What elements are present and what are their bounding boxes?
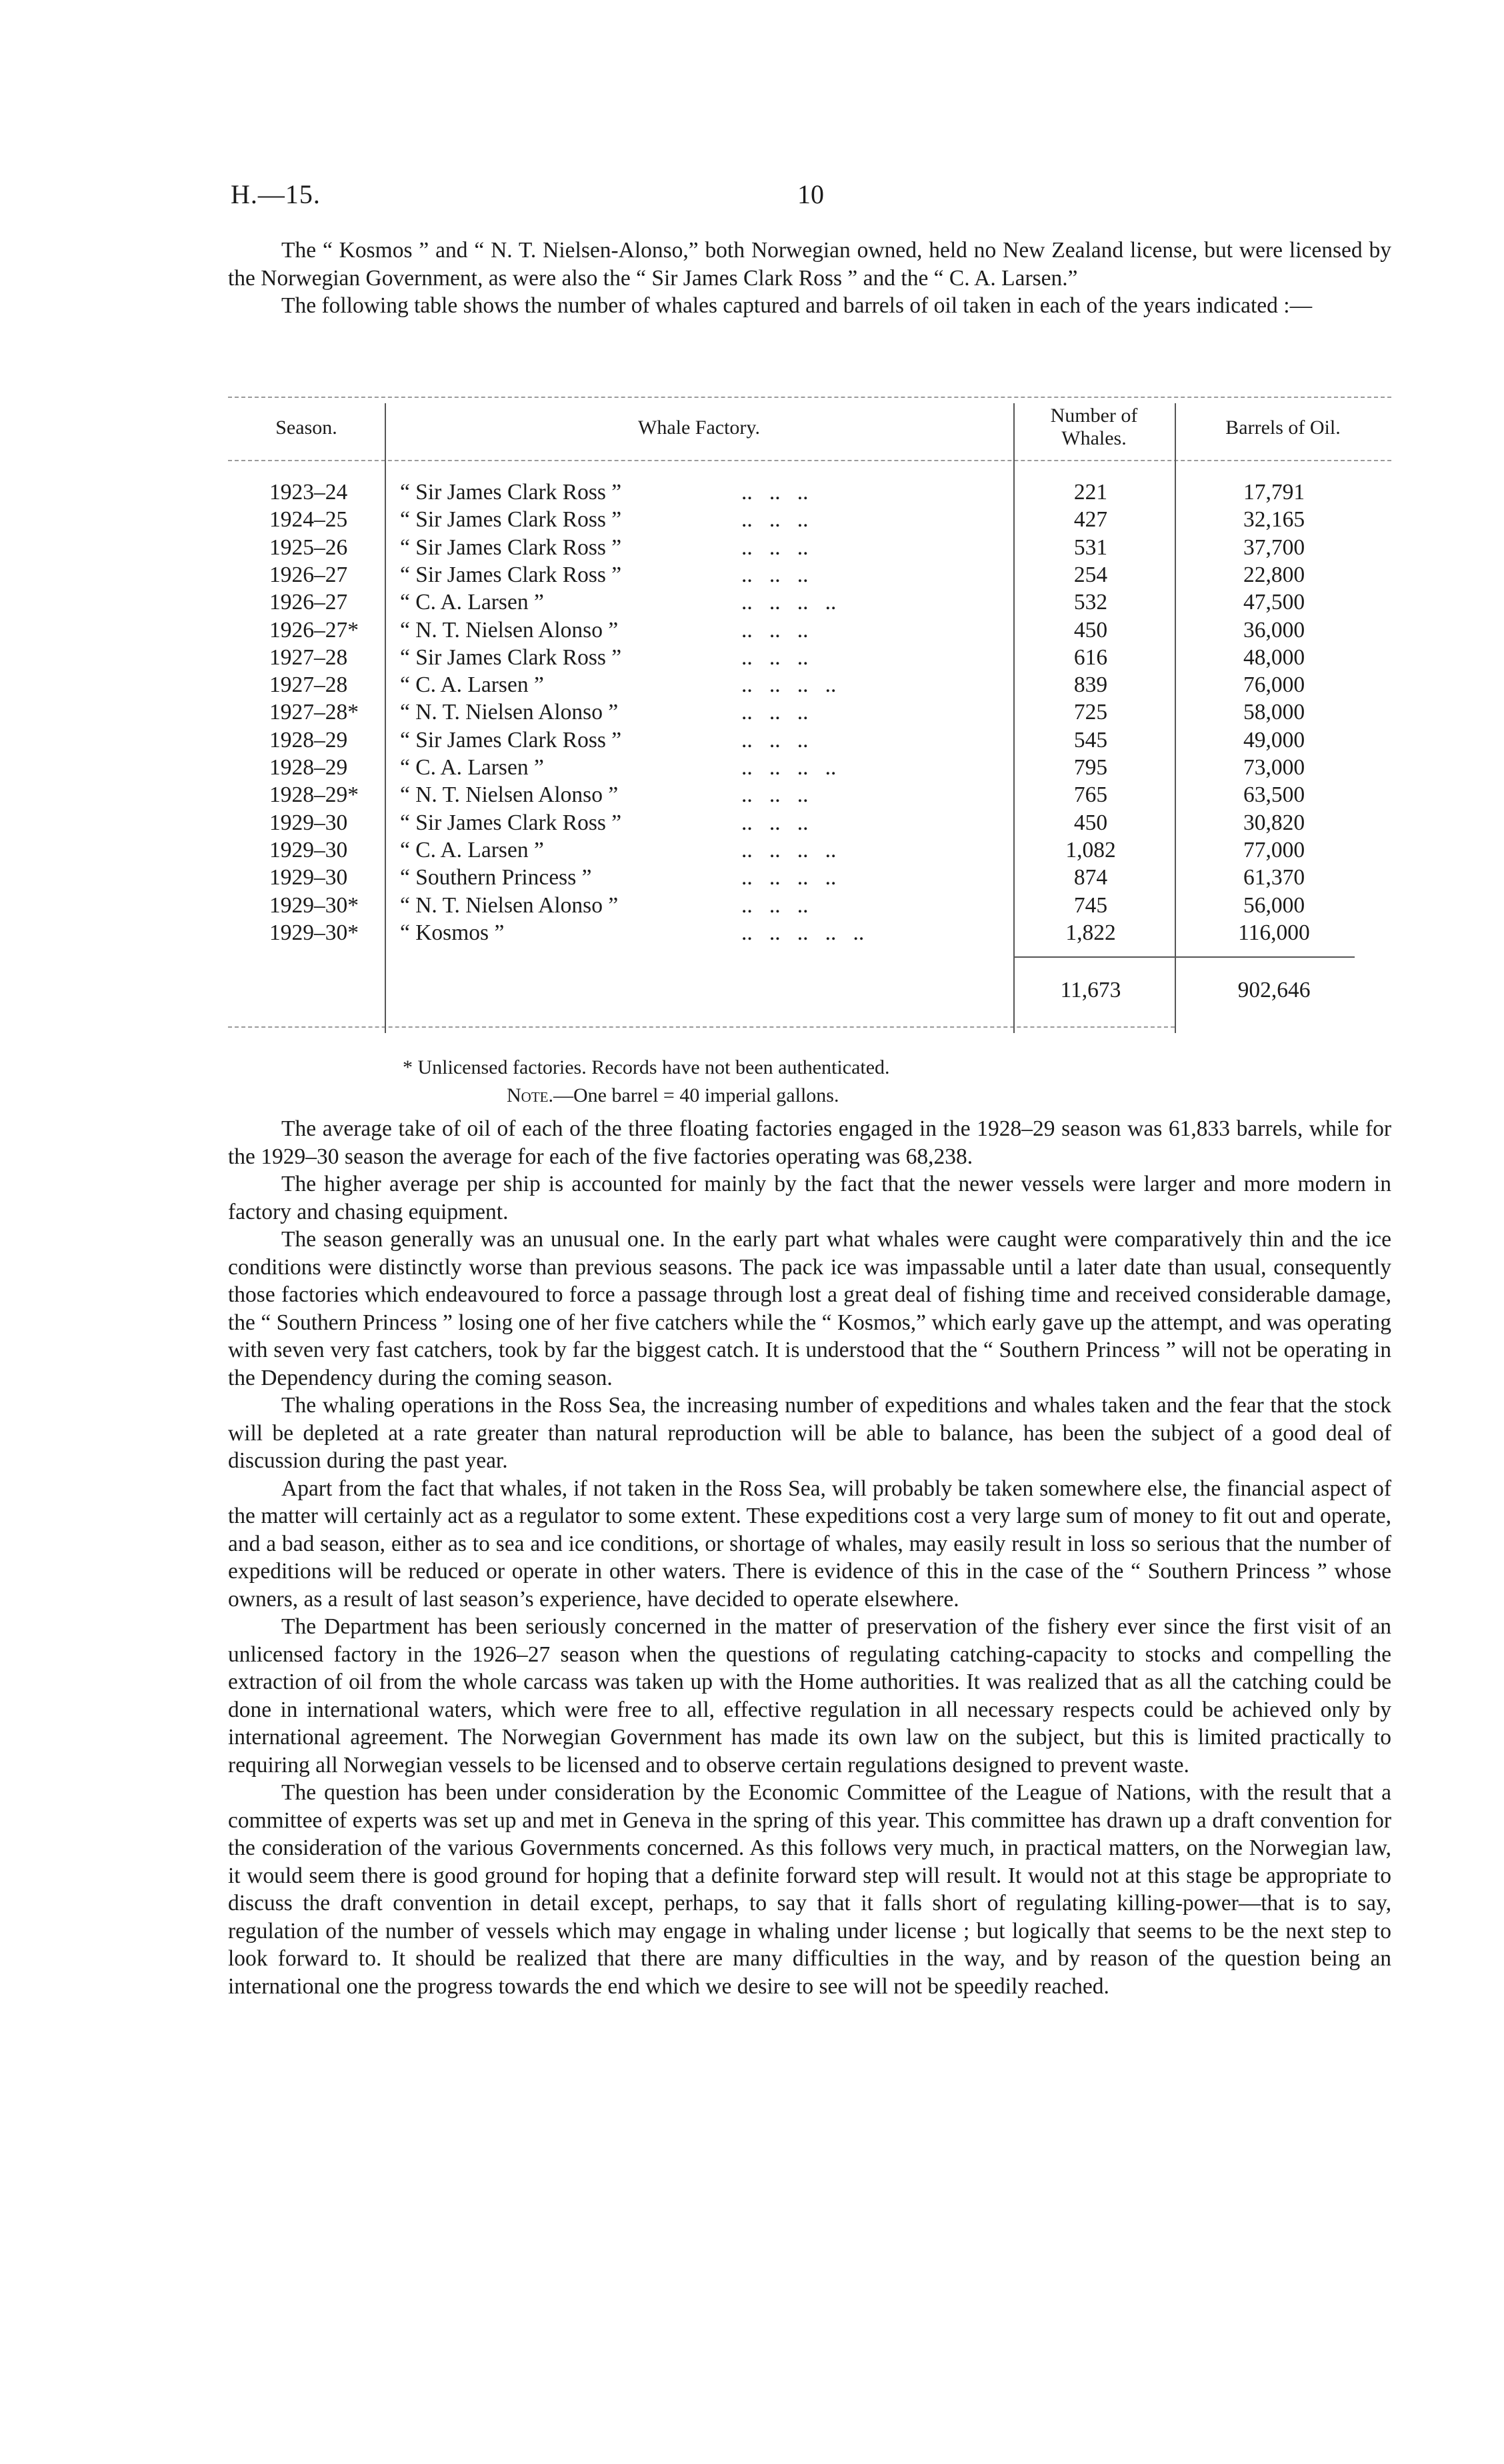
cell-factory: “ Sir James Clark Ross ” <box>400 810 622 835</box>
header-whales-line: Whales. <box>1061 427 1127 449</box>
cell-oil: 48,000 <box>1243 644 1305 670</box>
table-row <box>228 893 1391 920</box>
paragraph: The Department has been seriously concerned in the matter of preservation of the fishery ever since the first visit of an unlicensed factory in the 1926–27 season when the questions of regulating catching-capacity to stocks and compelling the extraction of oil from the whole carcass was taken up with the Home authorities. It was realized that as all the catching could be done in international waters, which were free to all, effective regulation in all necessary respects could be achieved only by international agreement. The Norwegian Government has made its own law on the subject, but this is limited practically to requiring all Norwegian vessels to be licensed and to observe certain regulations designed to prevent waste. <box>228 1614 1391 1778</box>
cell-whales: 532 <box>1073 590 1108 615</box>
cell-whales: 1,082 <box>1065 837 1116 862</box>
paragraph: Apart from the fact that whales, if not taken in the Ross Sea, will probably be taken somewhere else, the financial aspect of the matter will certainly act as a regulator to some extent. These expeditions cost a very large sum of money to fit out and operate, and a bad season, either as to sea and ice conditions, or shortage of whales, may easily result in loss so serious that the number of expeditions will be reduced or operate in other waters. There is evidence of this in the case of the “ Southern Princess ” whose owners, as a result of last season’s experience, have decided to operate elsewhere. <box>228 1476 1391 1612</box>
cell-whales: 795 <box>1073 755 1108 780</box>
note-text: —One barrel = 40 imperial gallons. <box>553 1084 839 1106</box>
paragraph: The higher average per ship is accounted for mainly by the fact that the newer vessels were larger and more modern in factory and chasing equipment. <box>228 1172 1391 1224</box>
cell-season: 1927–28* <box>269 700 359 725</box>
cell-oil: 32,165 <box>1243 507 1305 533</box>
cell-whales: 745 <box>1073 892 1108 918</box>
cell-oil: 77,000 <box>1243 837 1305 862</box>
cell-oil: 37,700 <box>1243 535 1305 560</box>
header-oil: Barrels of Oil. <box>1225 417 1341 439</box>
header-rule <box>228 460 1391 461</box>
cell-season: 1928–29 <box>269 727 348 752</box>
header-whales <box>1013 405 1175 450</box>
cell-leader-dots: .. .. .. <box>741 810 809 835</box>
cell-leader-dots: .. .. .. <box>741 562 809 587</box>
cell-oil: 49,000 <box>1243 727 1305 752</box>
table-note <box>507 1084 839 1107</box>
cell-factory: “ N. T. Nielsen Alonso ” <box>400 892 619 918</box>
cell-oil: 17,791 <box>1243 480 1305 505</box>
cell-factory: “ N. T. Nielsen Alonso ” <box>400 700 619 725</box>
cell-oil: 22,800 <box>1243 562 1305 587</box>
cell-season: 1929–30 <box>269 837 348 862</box>
cell-oil: 76,000 <box>1243 672 1305 698</box>
cell-oil: 63,500 <box>1243 782 1305 808</box>
cell-factory: “ N. T. Nielsen Alonso ” <box>400 617 619 642</box>
cell-oil: 116,000 <box>1238 920 1310 945</box>
table-footnote: * Unlicensed factories. Records have not been authenticated. <box>403 1056 890 1078</box>
document-reference: H.—15. <box>231 179 321 209</box>
table-row <box>228 645 1391 672</box>
cell-season: 1927–28 <box>269 672 348 698</box>
cell-whales: 531 <box>1073 535 1108 560</box>
cell-factory: “ Southern Princess ” <box>400 865 592 890</box>
table-row <box>228 507 1391 535</box>
cell-leader-dots: .. .. .. .. <box>741 865 837 890</box>
cell-leader-dots: .. .. .. <box>741 644 809 670</box>
cell-whales: 839 <box>1073 672 1108 698</box>
cell-whales: 765 <box>1073 782 1108 808</box>
cell-whales: 616 <box>1073 644 1108 670</box>
cell-factory: “ Kosmos ” <box>400 920 505 945</box>
cell-factory: “ Sir James Clark Ross ” <box>400 727 622 752</box>
table-row <box>228 755 1391 782</box>
cell-season: 1926–27* <box>269 617 359 642</box>
cell-leader-dots: .. .. .. .. <box>741 837 837 862</box>
cell-leader-dots: .. .. .. .. <box>741 672 837 698</box>
cell-oil: 47,500 <box>1243 590 1305 615</box>
cell-factory: “ C. A. Larsen ” <box>400 590 544 615</box>
cell-leader-dots: .. .. .. <box>741 727 809 752</box>
cell-season: 1923–24 <box>269 480 348 505</box>
cell-season: 1927–28 <box>269 644 348 670</box>
cell-factory: “ Sir James Clark Ross ” <box>400 562 622 587</box>
cell-leader-dots: .. .. .. <box>741 535 809 560</box>
cell-leader-dots: .. .. .. <box>741 480 809 505</box>
cell-factory: “ Sir James Clark Ross ” <box>400 507 622 533</box>
cell-leader-dots: .. .. .. <box>741 617 809 642</box>
cell-oil: 36,000 <box>1243 617 1305 642</box>
cell-season: 1929–30* <box>269 920 359 945</box>
page-number: 10 <box>797 179 824 209</box>
table-row <box>228 920 1391 948</box>
cell-leader-dots: .. .. .. <box>741 700 809 725</box>
cell-leader-dots: .. .. .. <box>741 892 809 918</box>
cell-oil: 56,000 <box>1243 892 1305 918</box>
table-row <box>228 535 1391 563</box>
cell-whales: 427 <box>1073 507 1108 533</box>
cell-season: 1924–25 <box>269 507 348 533</box>
cell-whales: 450 <box>1073 810 1108 835</box>
table-row <box>228 782 1391 810</box>
cell-factory: “ Sir James Clark Ross ” <box>400 480 622 505</box>
cell-whales: 450 <box>1073 617 1108 642</box>
table-row <box>228 838 1391 865</box>
cell-leader-dots: .. .. .. <box>741 507 809 533</box>
cell-leader-dots: .. .. .. <box>741 782 809 808</box>
cell-whales: 221 <box>1073 480 1108 505</box>
cell-season: 1926–27 <box>269 562 348 587</box>
paragraph: The whaling operations in the Ross Sea, the increasing number of expeditions and whales taken and the fear that the stock will be depleted at a rate greater than natural reproduction will be able to balance, has been the subject of a good deal of discussion during the past year. <box>228 1393 1391 1473</box>
table-row <box>228 700 1391 727</box>
table-top-rule <box>228 397 1391 398</box>
paragraph: The following table shows the number of whales captured and barrels of oil taken in each of the years indicated :— <box>281 293 1313 318</box>
total-whales: 11,673 <box>1060 978 1121 1002</box>
header-factory: Whale Factory. <box>638 417 760 439</box>
cell-oil: 61,370 <box>1243 865 1305 890</box>
header-season: Season. <box>275 417 337 439</box>
cell-factory: “ Sir James Clark Ross ” <box>400 644 622 670</box>
table-row <box>228 865 1391 892</box>
cell-season: 1929–30* <box>269 892 359 918</box>
cell-whales: 1,822 <box>1065 920 1116 945</box>
cell-factory: “ N. T. Nielsen Alonso ” <box>400 782 619 808</box>
cell-factory: “ C. A. Larsen ” <box>400 672 544 698</box>
cell-leader-dots: .. .. .. .. <box>741 755 837 780</box>
table-row <box>228 728 1391 755</box>
cell-factory: “ Sir James Clark Ross ” <box>400 535 622 560</box>
cell-whales: 874 <box>1073 865 1108 890</box>
header-whales-line: Number of <box>1050 405 1138 427</box>
table-row <box>228 590 1391 617</box>
cell-leader-dots: .. .. .. .. .. <box>741 920 865 945</box>
note-label: Note. <box>507 1084 553 1106</box>
cell-factory: “ C. A. Larsen ” <box>400 837 544 862</box>
cell-oil: 30,820 <box>1243 810 1305 835</box>
cell-season: 1929–30 <box>269 865 348 890</box>
paragraph: The season generally was an unusual one. In the early part what whales were caught were comparatively thin and the ice conditions were distinctly worse than previous seasons. The pack ice was impassable until a later date than usual, consequently those factories which endeavoured to force a passage through lost a great deal of fishing time and received considerable damage, the “ Southern Princess ” losing one of her five catchers while the “ Kosmos,” which early gave up the attempt, and was operating with seven very fast catchers, took by far the biggest catch. It is understood that the “ Southern Princess ” will not be operating in the Dependency during the coming season. <box>228 1227 1391 1390</box>
body-text <box>228 1115 1391 2000</box>
paragraph: The average take of oil of each of the three floating factories engaged in the 1928–29 season was 61,833 barrels, while for the 1929–30 season the average for each of the five factories operating was 68,238. <box>228 1116 1391 1169</box>
cell-season: 1926–27 <box>269 590 348 615</box>
paragraph: The “ Kosmos ” and “ N. T. Nielsen-Alonso,” both Norwegian owned, held no New Zealand license, but were licensed by the Norwegian Government, as were also the “ Sir James Clark Ross ” and the “ C. A. Larsen.” <box>228 238 1391 291</box>
table-row <box>228 672 1391 700</box>
cell-season: 1929–30 <box>269 810 348 835</box>
cell-whales: 254 <box>1073 562 1108 587</box>
table-row <box>228 480 1391 507</box>
cell-season: 1928–29 <box>269 755 348 780</box>
table-row <box>228 810 1391 838</box>
table-row <box>228 563 1391 590</box>
cell-leader-dots: .. .. .. .. <box>741 590 837 615</box>
cell-oil: 73,000 <box>1243 755 1305 780</box>
cell-oil: 58,000 <box>1243 700 1305 725</box>
cell-factory: “ C. A. Larsen ” <box>400 755 544 780</box>
cell-season: 1925–26 <box>269 535 348 560</box>
intro-text <box>228 237 1391 320</box>
cell-season: 1928–29* <box>269 782 359 808</box>
table-row <box>228 618 1391 645</box>
cell-whales: 545 <box>1073 727 1108 752</box>
total-oil: 902,646 <box>1237 978 1311 1002</box>
table-bottom-rule <box>228 1026 1175 1028</box>
totals-rule <box>1013 956 1355 958</box>
paragraph: The question has been under consideration by the Economic Committee of the League of Nations, with the result that a committee of experts was set up and met in Geneva in the spring of this year. This committee has drawn up a draft convention for the consideration of the various Governments concerned. As this follows very much, in practical matters, on the Norwegian law, it would seem there is good ground for hoping that a definite forward step will result. It would not at this stage be appropriate to discuss the draft convention in detail except, perhaps, to say that it falls short of regulating killing-power—that is to say, regulation of the number of vessels which may engage in whaling under license ; but logically that seems to be the next step to look forward to. It should be realized that there are many difficulties in the way, and by reason of the question being an international one the progress towards the end which we desire to see will not be speedily reached. <box>228 1780 1391 1999</box>
cell-whales: 725 <box>1073 700 1108 725</box>
